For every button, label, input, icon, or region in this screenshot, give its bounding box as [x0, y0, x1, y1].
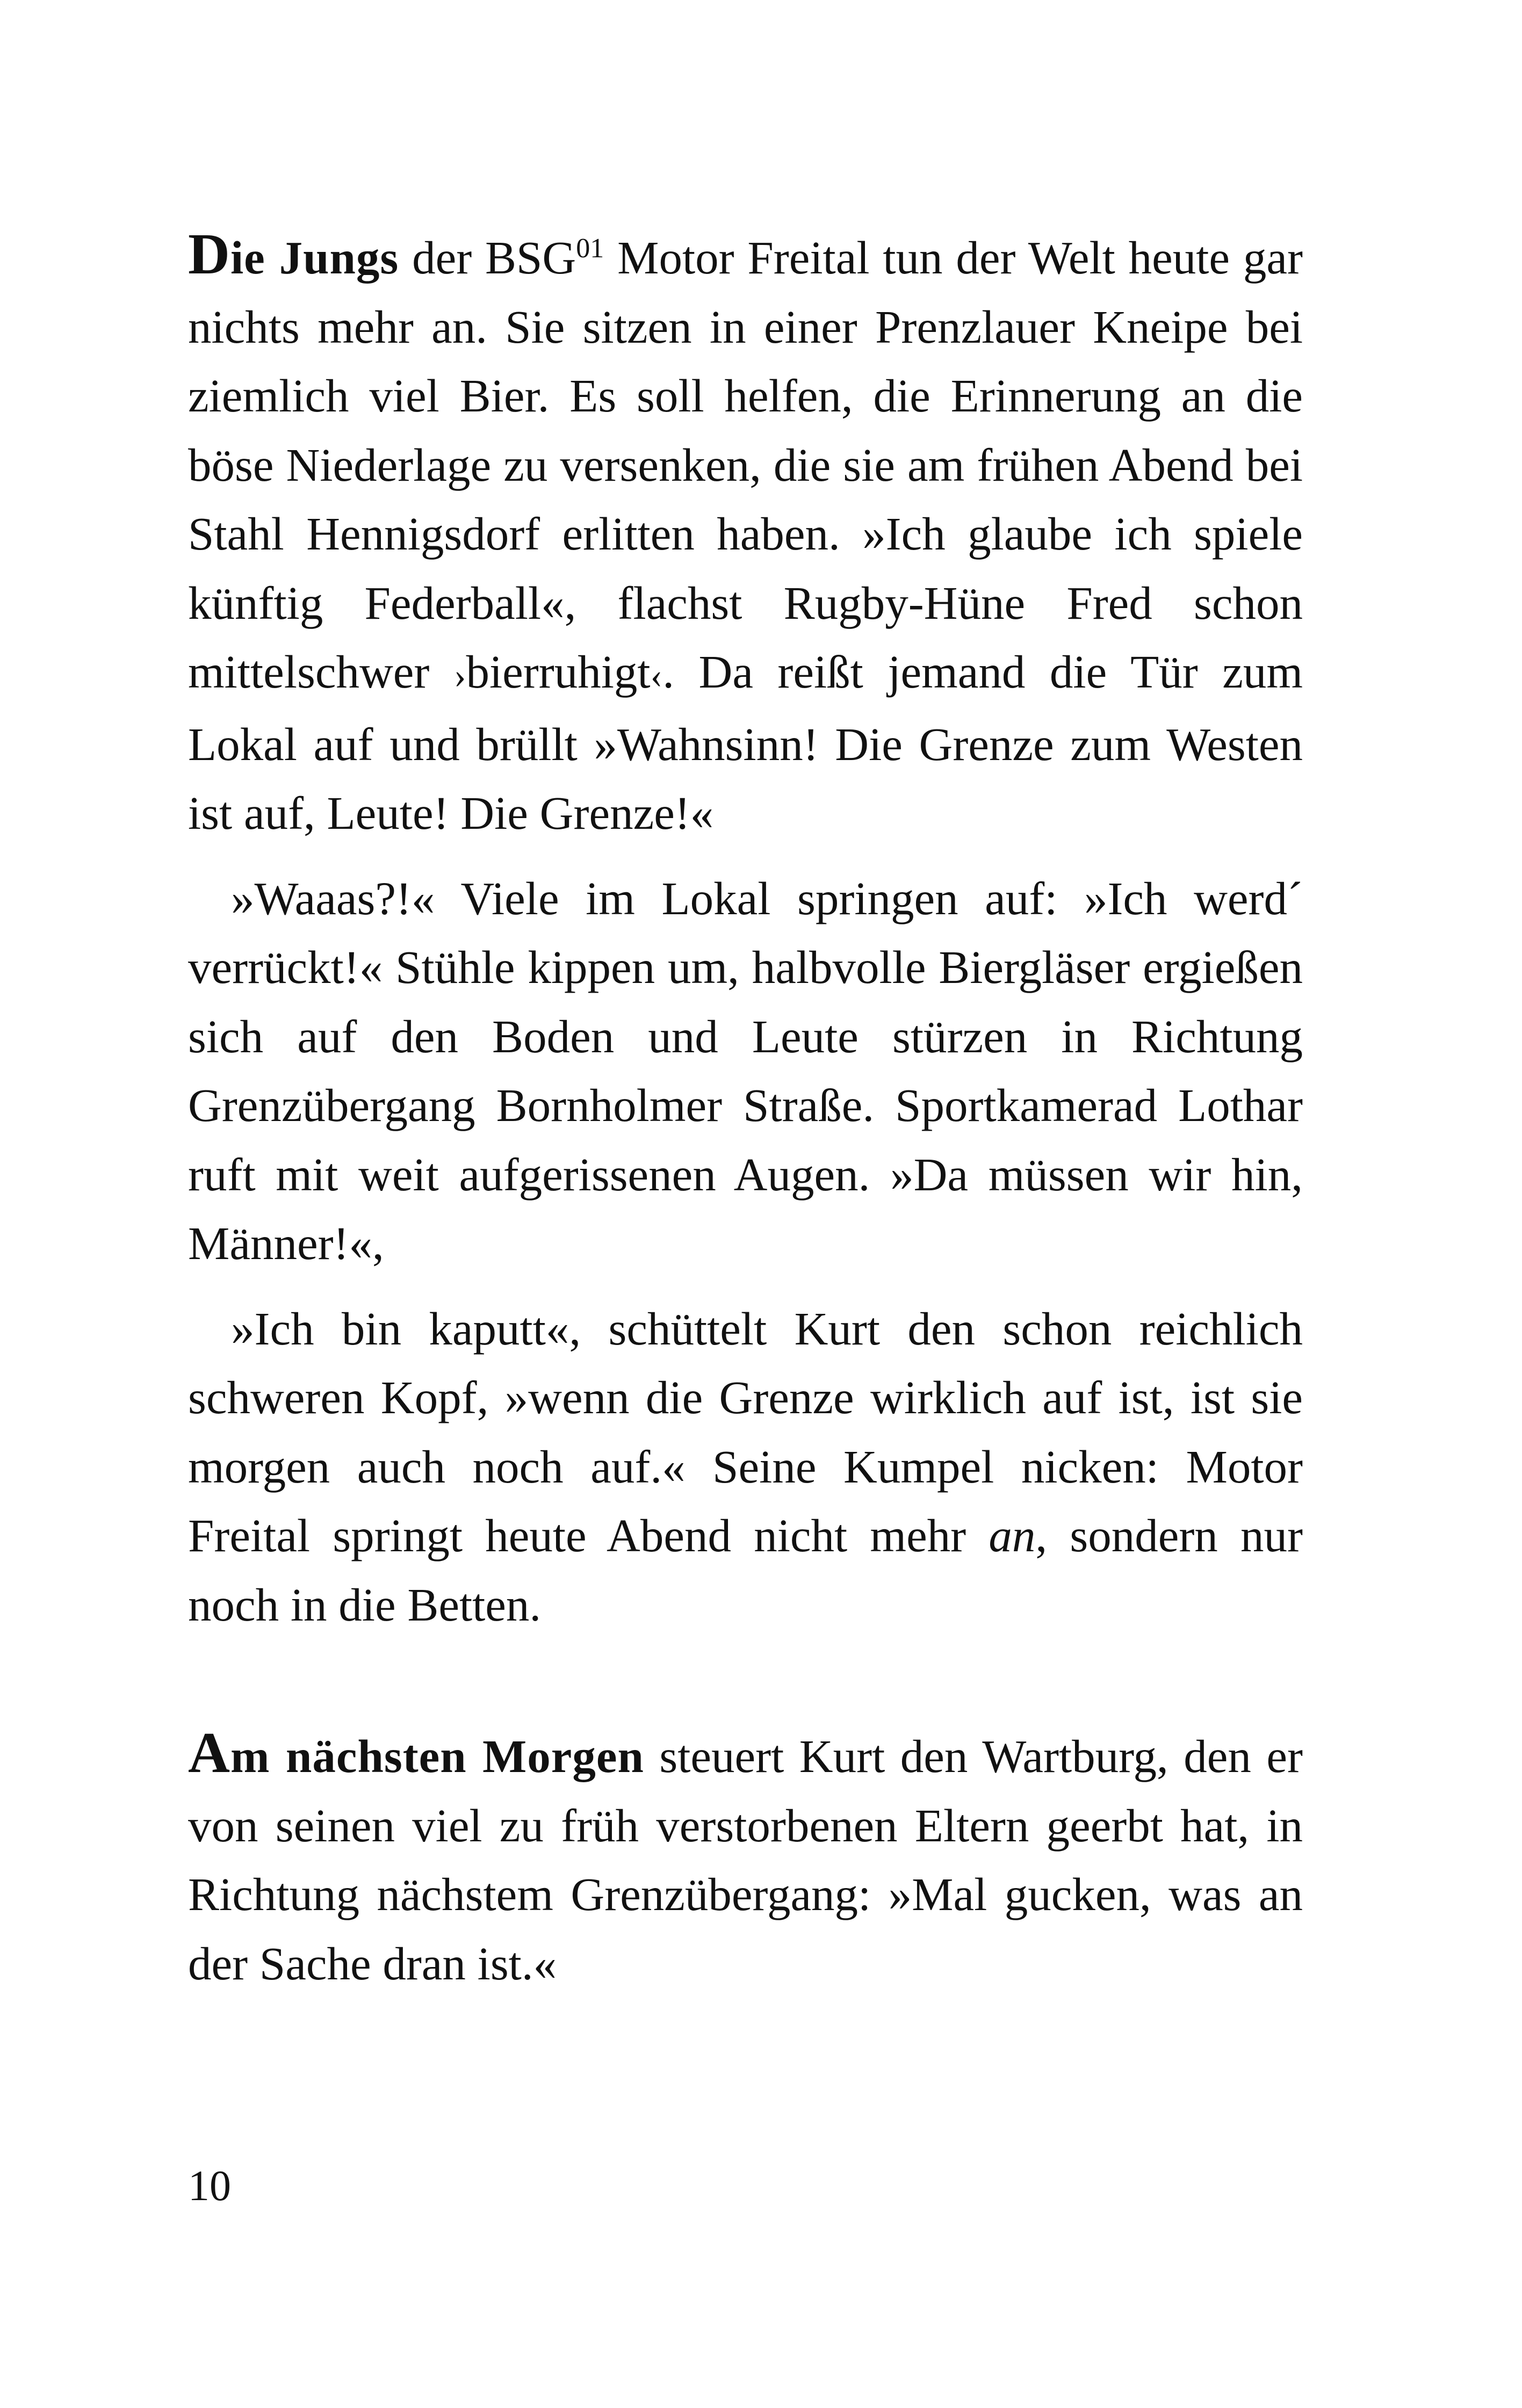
paragraph-1-text-a: der BSG — [399, 232, 576, 284]
paragraph-3-text-b: , sondern nur noch in die Betten. — [188, 1509, 1303, 1631]
section-2 — [188, 1719, 1303, 1998]
lead-in — [188, 222, 399, 286]
lead-rest: m nächsten Morgen — [230, 1730, 644, 1782]
quoted-word: bierruhigt — [466, 646, 651, 698]
paragraph-1-text-b: Motor Freital tun der Welt heute gar nichts mehr an. Sie sitzen in einer Prenzlauer Kneipe bei ziemlich viel Bier. Es soll helfen, die Erinnerung an die böse Niederlage zu versenken, die sie am frühen Abend bei Stahl Hennigsdorf erlitten haben. »Ich glaube ich spiele künftig Federball«, flachst Rugby-Hüne Fred schon mittelschwer — [188, 232, 1303, 698]
section-1 — [188, 220, 1303, 1639]
paragraph-1-text-c: . Da reißt jemand die Tür zum Lokal auf und brüllt »Wahnsinn! Die Grenze zum Westen ist auf, Leute! Die Grenze!« — [188, 646, 1303, 839]
lead-in — [188, 1721, 644, 1785]
paragraph-4 — [188, 1719, 1303, 1998]
paragraph-1 — [188, 220, 1303, 848]
paragraph-4-text: steuert Kurt den Wartburg, den er von seinen viel zu früh verstorbenen Eltern geerbt hat, in Richtung nächstem Grenzübergang: »Mal gucken, was an der Sache dran ist.« — [188, 1730, 1303, 1990]
lead-initial: A — [188, 1721, 230, 1785]
lead-initial: D — [188, 222, 230, 286]
paragraph-3 — [188, 1295, 1303, 1640]
paragraph-2: »Waaas?!« Viele im Lokal springen auf: »Ich werd´ verrückt!« Stühle kippen um, halbvolle Biergläser ergießen sich auf den Boden und Leute stürzen in Richtung Grenzübergang Bornholmer Straße. Sportkamerad Lothar ruft mit weit aufgerissenen Augen. »Da müssen wir hin, Männer!«, — [188, 872, 1303, 1269]
quote-open-mark: › — [453, 655, 466, 696]
lead-rest: ie Jungs — [230, 232, 399, 284]
quote-close-mark: ‹ — [650, 655, 663, 696]
footnote-marker: 01 — [576, 233, 604, 264]
emphasis-word: an — [989, 1509, 1036, 1561]
page-number: 10 — [188, 2163, 231, 2210]
paragraph-3-text-a: »Ich bin kaputt«, schüttelt Kurt den schon reichlich schweren Kopf, »wenn die Grenze wirklich auf ist, ist sie morgen auch noch auf.« Seine Kumpel nicken: Motor Freital springt heute Abend nicht mehr — [188, 1302, 1303, 1561]
